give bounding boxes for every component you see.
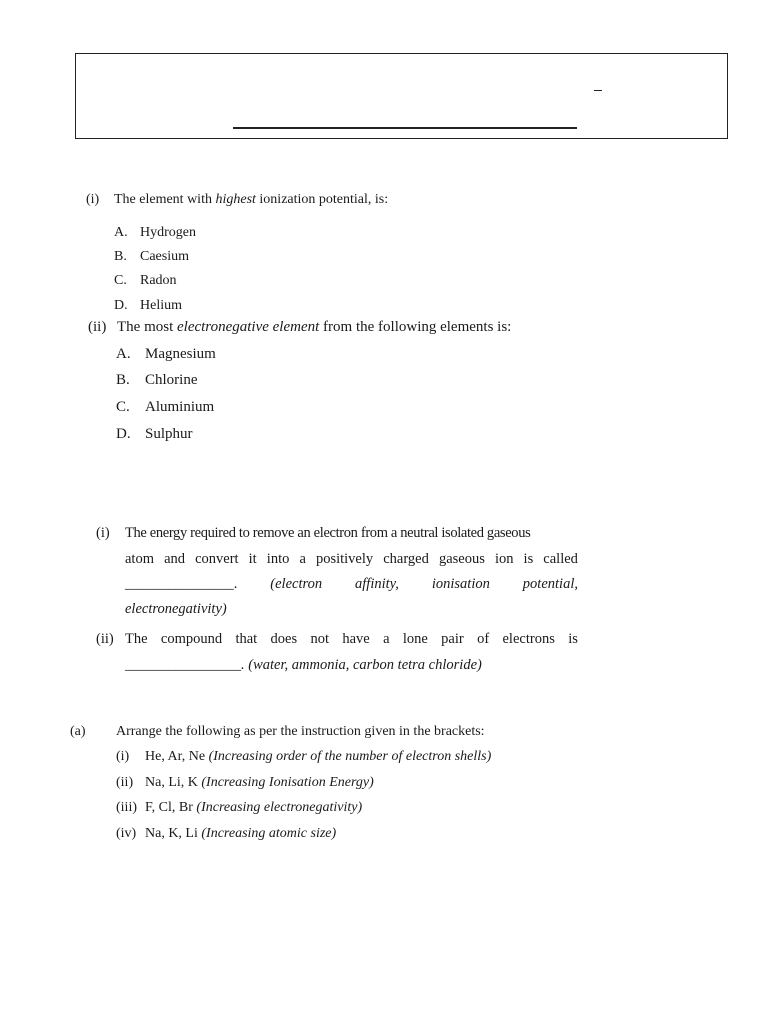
option-text: Helium: [140, 298, 182, 313]
option-letter: B.: [116, 372, 130, 388]
item-text: F, Cl, Br (Increasing electronegativity): [145, 800, 363, 815]
question-text: The most electronegative element from the following elements is:: [117, 319, 512, 335]
question-text: The element with highest ionization potential, is:: [114, 192, 389, 207]
option-text: Caesium: [140, 249, 189, 264]
item-text: Na, Li, K (Increasing Ionisation Energy): [145, 775, 374, 790]
header-title-rule: [233, 127, 577, 129]
question-text-line: The energy required to remove an electron from a neutral isolated gaseous: [125, 525, 531, 541]
question-number: (i): [96, 525, 110, 541]
item-number: (iii): [116, 800, 137, 815]
answer-blank[interactable]: ________________: [125, 657, 241, 673]
question-text-line: electronegativity): [125, 601, 227, 617]
question-text-line: ________________. (water, ammonia, carbon tetra chloride): [125, 657, 482, 673]
option-letter: B.: [114, 249, 127, 264]
option-letter: C.: [116, 399, 130, 415]
option-text: Hydrogen: [140, 225, 196, 240]
option-text: Aluminium: [145, 399, 215, 415]
question-text-line: _______________. (electron affinity, ionisation potential,: [125, 576, 578, 592]
question-text-line: The compound that does not have a lone pair of electrons is: [125, 631, 578, 647]
question-text-line: atom and convert it into a positively charged gaseous ion is called: [125, 551, 578, 567]
question-number: (ii): [88, 319, 107, 335]
option-letter: D.: [114, 298, 128, 313]
option-letter: A.: [116, 346, 131, 362]
option-text: Chlorine: [145, 372, 198, 388]
instruction-text: Arrange the following as per the instruction given in the brackets:: [116, 724, 485, 739]
option-text: Radon: [140, 273, 177, 288]
question-number: (i): [86, 192, 100, 207]
section-label: (a): [70, 724, 86, 739]
question-number: (ii): [96, 631, 114, 647]
option-letter: C.: [114, 273, 127, 288]
option-text: Magnesium: [145, 346, 216, 362]
item-text: Na, K, Li (Increasing atomic size): [145, 826, 337, 841]
item-number: (ii): [116, 775, 134, 790]
item-number: (iv): [116, 826, 137, 841]
header-dash: [594, 90, 602, 91]
header-box: [75, 53, 728, 139]
option-letter: A.: [114, 225, 128, 240]
answer-blank[interactable]: _______________.: [125, 576, 238, 592]
item-text: He, Ar, Ne (Increasing order of the number of electron shells): [145, 749, 492, 764]
item-number: (i): [116, 749, 130, 764]
option-letter: D.: [116, 426, 131, 442]
option-text: Sulphur: [145, 426, 193, 442]
